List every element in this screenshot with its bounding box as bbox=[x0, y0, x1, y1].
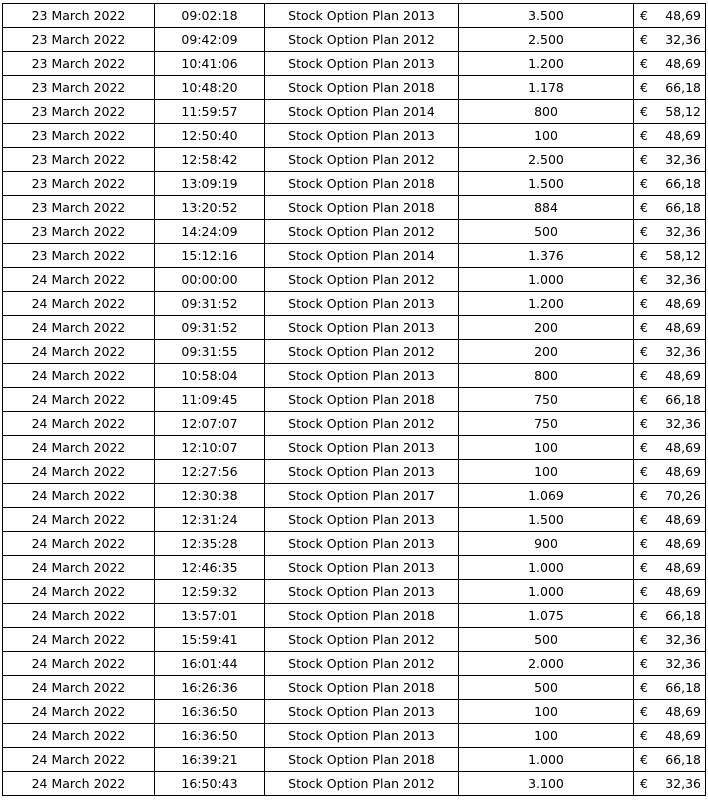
currency-symbol: € bbox=[640, 8, 648, 23]
currency-symbol: € bbox=[640, 488, 648, 503]
plan-cell: Stock Option Plan 2013 bbox=[265, 364, 459, 388]
quantity-cell: 1.000 bbox=[459, 580, 634, 604]
plan-cell: Stock Option Plan 2013 bbox=[265, 4, 459, 28]
table-row bbox=[3, 364, 706, 388]
date-cell: 24 March 2022 bbox=[3, 388, 155, 412]
table-row bbox=[3, 580, 706, 604]
price-cell bbox=[634, 4, 706, 28]
time-cell: 09:31:52 bbox=[155, 292, 265, 316]
date-cell: 23 March 2022 bbox=[3, 196, 155, 220]
plan-cell: Stock Option Plan 2013 bbox=[265, 700, 459, 724]
currency-symbol: € bbox=[640, 512, 648, 527]
price-cell bbox=[634, 556, 706, 580]
currency-symbol: € bbox=[640, 152, 648, 167]
price-cell bbox=[634, 244, 706, 268]
currency-symbol: € bbox=[640, 584, 648, 599]
quantity-cell: 100 bbox=[459, 460, 634, 484]
currency-symbol: € bbox=[640, 296, 648, 311]
plan-cell: Stock Option Plan 2012 bbox=[265, 652, 459, 676]
price-amount: 48,69 bbox=[665, 296, 701, 311]
time-cell: 16:36:50 bbox=[155, 724, 265, 748]
currency-symbol: € bbox=[640, 320, 648, 335]
time-cell: 12:30:38 bbox=[155, 484, 265, 508]
currency-symbol: € bbox=[640, 104, 648, 119]
date-cell: 23 March 2022 bbox=[3, 100, 155, 124]
plan-cell: Stock Option Plan 2013 bbox=[265, 292, 459, 316]
plan-cell: Stock Option Plan 2013 bbox=[265, 316, 459, 340]
price-amount: 66,18 bbox=[665, 392, 701, 407]
currency-symbol: € bbox=[640, 680, 648, 695]
price-amount: 32,36 bbox=[665, 776, 701, 791]
table-row bbox=[3, 316, 706, 340]
quantity-cell: 2.500 bbox=[459, 148, 634, 172]
table-row bbox=[3, 100, 706, 124]
time-cell: 12:10:07 bbox=[155, 436, 265, 460]
price-amount: 32,36 bbox=[665, 656, 701, 671]
price-amount: 32,36 bbox=[665, 344, 701, 359]
transactions-table bbox=[2, 3, 706, 796]
price-cell bbox=[634, 52, 706, 76]
date-cell: 23 March 2022 bbox=[3, 124, 155, 148]
date-cell: 24 March 2022 bbox=[3, 676, 155, 700]
quantity-cell: 800 bbox=[459, 100, 634, 124]
price-amount: 48,69 bbox=[665, 368, 701, 383]
currency-symbol: € bbox=[640, 80, 648, 95]
plan-cell: Stock Option Plan 2012 bbox=[265, 220, 459, 244]
currency-symbol: € bbox=[640, 608, 648, 623]
table-row bbox=[3, 4, 706, 28]
price-cell bbox=[634, 700, 706, 724]
date-cell: 24 March 2022 bbox=[3, 724, 155, 748]
date-cell: 24 March 2022 bbox=[3, 436, 155, 460]
price-amount: 48,69 bbox=[665, 560, 701, 575]
currency-symbol: € bbox=[640, 752, 648, 767]
table-row bbox=[3, 76, 706, 100]
plan-cell: Stock Option Plan 2013 bbox=[265, 556, 459, 580]
price-amount: 48,69 bbox=[665, 584, 701, 599]
date-cell: 24 March 2022 bbox=[3, 316, 155, 340]
price-amount: 66,18 bbox=[665, 176, 701, 191]
plan-cell: Stock Option Plan 2012 bbox=[265, 628, 459, 652]
price-cell bbox=[634, 28, 706, 52]
time-cell: 09:31:52 bbox=[155, 316, 265, 340]
date-cell: 24 March 2022 bbox=[3, 364, 155, 388]
date-cell: 24 March 2022 bbox=[3, 532, 155, 556]
price-amount: 48,69 bbox=[665, 728, 701, 743]
quantity-cell: 800 bbox=[459, 364, 634, 388]
plan-cell: Stock Option Plan 2018 bbox=[265, 76, 459, 100]
date-cell: 24 March 2022 bbox=[3, 508, 155, 532]
plan-cell: Stock Option Plan 2012 bbox=[265, 28, 459, 52]
table-row bbox=[3, 748, 706, 772]
price-amount: 66,18 bbox=[665, 80, 701, 95]
time-cell: 15:12:16 bbox=[155, 244, 265, 268]
date-cell: 23 March 2022 bbox=[3, 244, 155, 268]
price-amount: 48,69 bbox=[665, 56, 701, 71]
time-cell: 10:58:04 bbox=[155, 364, 265, 388]
price-amount: 32,36 bbox=[665, 32, 701, 47]
plan-cell: Stock Option Plan 2013 bbox=[265, 124, 459, 148]
date-cell: 24 March 2022 bbox=[3, 580, 155, 604]
time-cell: 09:42:09 bbox=[155, 28, 265, 52]
time-cell: 14:24:09 bbox=[155, 220, 265, 244]
plan-cell: Stock Option Plan 2012 bbox=[265, 412, 459, 436]
table-row bbox=[3, 268, 706, 292]
time-cell: 12:50:40 bbox=[155, 124, 265, 148]
currency-symbol: € bbox=[640, 248, 648, 263]
date-cell: 24 March 2022 bbox=[3, 604, 155, 628]
price-amount: 48,69 bbox=[665, 8, 701, 23]
price-cell bbox=[634, 532, 706, 556]
time-cell: 12:58:42 bbox=[155, 148, 265, 172]
currency-symbol: € bbox=[640, 416, 648, 431]
date-cell: 24 March 2022 bbox=[3, 700, 155, 724]
currency-symbol: € bbox=[640, 440, 648, 455]
quantity-cell: 1.500 bbox=[459, 508, 634, 532]
table-row bbox=[3, 700, 706, 724]
time-cell: 12:27:56 bbox=[155, 460, 265, 484]
quantity-cell: 100 bbox=[459, 124, 634, 148]
quantity-cell: 3.100 bbox=[459, 772, 634, 796]
price-amount: 48,69 bbox=[665, 536, 701, 551]
table-row bbox=[3, 52, 706, 76]
quantity-cell: 100 bbox=[459, 700, 634, 724]
quantity-cell: 1.500 bbox=[459, 172, 634, 196]
quantity-cell: 900 bbox=[459, 532, 634, 556]
price-amount: 70,26 bbox=[665, 488, 701, 503]
table-row bbox=[3, 124, 706, 148]
date-cell: 24 March 2022 bbox=[3, 772, 155, 796]
price-cell bbox=[634, 100, 706, 124]
currency-symbol: € bbox=[640, 728, 648, 743]
table-row bbox=[3, 628, 706, 652]
price-cell bbox=[634, 76, 706, 100]
price-cell bbox=[634, 388, 706, 412]
price-cell bbox=[634, 652, 706, 676]
plan-cell: Stock Option Plan 2018 bbox=[265, 172, 459, 196]
price-cell bbox=[634, 412, 706, 436]
time-cell: 12:46:35 bbox=[155, 556, 265, 580]
currency-symbol: € bbox=[640, 536, 648, 551]
quantity-cell: 1.000 bbox=[459, 556, 634, 580]
date-cell: 24 March 2022 bbox=[3, 556, 155, 580]
date-cell: 23 March 2022 bbox=[3, 52, 155, 76]
time-cell: 10:41:06 bbox=[155, 52, 265, 76]
time-cell: 12:35:28 bbox=[155, 532, 265, 556]
table-row bbox=[3, 484, 706, 508]
plan-cell: Stock Option Plan 2013 bbox=[265, 508, 459, 532]
currency-symbol: € bbox=[640, 344, 648, 359]
table-row bbox=[3, 292, 706, 316]
time-cell: 11:59:57 bbox=[155, 100, 265, 124]
table-row bbox=[3, 220, 706, 244]
date-cell: 24 March 2022 bbox=[3, 340, 155, 364]
price-amount: 58,12 bbox=[665, 104, 701, 119]
date-cell: 23 March 2022 bbox=[3, 28, 155, 52]
date-cell: 23 March 2022 bbox=[3, 148, 155, 172]
quantity-cell: 200 bbox=[459, 340, 634, 364]
currency-symbol: € bbox=[640, 776, 648, 791]
price-amount: 66,18 bbox=[665, 200, 701, 215]
plan-cell: Stock Option Plan 2018 bbox=[265, 604, 459, 628]
table-row bbox=[3, 196, 706, 220]
time-cell: 13:09:19 bbox=[155, 172, 265, 196]
price-cell bbox=[634, 772, 706, 796]
plan-cell: Stock Option Plan 2018 bbox=[265, 748, 459, 772]
quantity-cell: 2.000 bbox=[459, 652, 634, 676]
plan-cell: Stock Option Plan 2013 bbox=[265, 580, 459, 604]
quantity-cell: 2.500 bbox=[459, 28, 634, 52]
plan-cell: Stock Option Plan 2018 bbox=[265, 388, 459, 412]
date-cell: 24 March 2022 bbox=[3, 268, 155, 292]
quantity-cell: 1.069 bbox=[459, 484, 634, 508]
time-cell: 16:36:50 bbox=[155, 700, 265, 724]
plan-cell: Stock Option Plan 2013 bbox=[265, 436, 459, 460]
price-amount: 32,36 bbox=[665, 632, 701, 647]
price-amount: 48,69 bbox=[665, 704, 701, 719]
quantity-cell: 1.178 bbox=[459, 76, 634, 100]
currency-symbol: € bbox=[640, 704, 648, 719]
currency-symbol: € bbox=[640, 656, 648, 671]
time-cell: 12:07:07 bbox=[155, 412, 265, 436]
price-cell bbox=[634, 676, 706, 700]
currency-symbol: € bbox=[640, 224, 648, 239]
plan-cell: Stock Option Plan 2013 bbox=[265, 52, 459, 76]
quantity-cell: 500 bbox=[459, 628, 634, 652]
date-cell: 24 March 2022 bbox=[3, 292, 155, 316]
table-row bbox=[3, 532, 706, 556]
price-cell bbox=[634, 292, 706, 316]
price-amount: 66,18 bbox=[665, 608, 701, 623]
price-amount: 58,12 bbox=[665, 248, 701, 263]
price-cell bbox=[634, 268, 706, 292]
price-amount: 48,69 bbox=[665, 464, 701, 479]
quantity-cell: 1.075 bbox=[459, 604, 634, 628]
currency-symbol: € bbox=[640, 632, 648, 647]
table-row bbox=[3, 340, 706, 364]
price-cell bbox=[634, 508, 706, 532]
time-cell: 13:57:01 bbox=[155, 604, 265, 628]
price-cell bbox=[634, 580, 706, 604]
table-row bbox=[3, 604, 706, 628]
table-row bbox=[3, 28, 706, 52]
time-cell: 09:31:55 bbox=[155, 340, 265, 364]
table-row bbox=[3, 436, 706, 460]
plan-cell: Stock Option Plan 2013 bbox=[265, 724, 459, 748]
date-cell: 23 March 2022 bbox=[3, 220, 155, 244]
price-cell bbox=[634, 460, 706, 484]
quantity-cell: 1.200 bbox=[459, 52, 634, 76]
date-cell: 24 March 2022 bbox=[3, 460, 155, 484]
quantity-cell: 1.200 bbox=[459, 292, 634, 316]
price-cell bbox=[634, 172, 706, 196]
currency-symbol: € bbox=[640, 128, 648, 143]
quantity-cell: 884 bbox=[459, 196, 634, 220]
plan-cell: Stock Option Plan 2012 bbox=[265, 268, 459, 292]
table-row bbox=[3, 172, 706, 196]
price-amount: 32,36 bbox=[665, 224, 701, 239]
quantity-cell: 1.376 bbox=[459, 244, 634, 268]
price-cell bbox=[634, 484, 706, 508]
currency-symbol: € bbox=[640, 176, 648, 191]
price-amount: 48,69 bbox=[665, 128, 701, 143]
price-cell bbox=[634, 628, 706, 652]
price-cell bbox=[634, 748, 706, 772]
plan-cell: Stock Option Plan 2013 bbox=[265, 532, 459, 556]
time-cell: 15:59:41 bbox=[155, 628, 265, 652]
time-cell: 11:09:45 bbox=[155, 388, 265, 412]
time-cell: 12:31:24 bbox=[155, 508, 265, 532]
table-row bbox=[3, 652, 706, 676]
quantity-cell: 500 bbox=[459, 220, 634, 244]
time-cell: 09:02:18 bbox=[155, 4, 265, 28]
plan-cell: Stock Option Plan 2017 bbox=[265, 484, 459, 508]
plan-cell: Stock Option Plan 2018 bbox=[265, 196, 459, 220]
time-cell: 16:50:43 bbox=[155, 772, 265, 796]
table-row bbox=[3, 508, 706, 532]
table-row bbox=[3, 412, 706, 436]
table-row bbox=[3, 388, 706, 412]
price-cell bbox=[634, 124, 706, 148]
price-cell bbox=[634, 364, 706, 388]
plan-cell: Stock Option Plan 2018 bbox=[265, 676, 459, 700]
time-cell: 00:00:00 bbox=[155, 268, 265, 292]
currency-symbol: € bbox=[640, 272, 648, 287]
price-cell bbox=[634, 604, 706, 628]
price-amount: 48,69 bbox=[665, 512, 701, 527]
price-amount: 32,36 bbox=[665, 416, 701, 431]
time-cell: 16:26:36 bbox=[155, 676, 265, 700]
plan-cell: Stock Option Plan 2012 bbox=[265, 148, 459, 172]
quantity-cell: 100 bbox=[459, 436, 634, 460]
time-cell: 10:48:20 bbox=[155, 76, 265, 100]
table-row bbox=[3, 556, 706, 580]
plan-cell: Stock Option Plan 2014 bbox=[265, 244, 459, 268]
currency-symbol: € bbox=[640, 392, 648, 407]
date-cell: 23 March 2022 bbox=[3, 172, 155, 196]
plan-cell: Stock Option Plan 2012 bbox=[265, 772, 459, 796]
price-cell bbox=[634, 220, 706, 244]
price-cell bbox=[634, 436, 706, 460]
price-cell bbox=[634, 148, 706, 172]
date-cell: 23 March 2022 bbox=[3, 4, 155, 28]
price-amount: 66,18 bbox=[665, 680, 701, 695]
time-cell: 16:01:44 bbox=[155, 652, 265, 676]
table-row bbox=[3, 460, 706, 484]
price-amount: 66,18 bbox=[665, 752, 701, 767]
date-cell: 24 March 2022 bbox=[3, 412, 155, 436]
date-cell: 24 March 2022 bbox=[3, 628, 155, 652]
quantity-cell: 1.000 bbox=[459, 748, 634, 772]
quantity-cell: 750 bbox=[459, 388, 634, 412]
plan-cell: Stock Option Plan 2012 bbox=[265, 340, 459, 364]
table-row bbox=[3, 244, 706, 268]
quantity-cell: 100 bbox=[459, 724, 634, 748]
price-cell bbox=[634, 340, 706, 364]
table-row bbox=[3, 676, 706, 700]
quantity-cell: 3.500 bbox=[459, 4, 634, 28]
price-amount: 32,36 bbox=[665, 152, 701, 167]
table-row bbox=[3, 724, 706, 748]
currency-symbol: € bbox=[640, 200, 648, 215]
quantity-cell: 200 bbox=[459, 316, 634, 340]
price-amount: 48,69 bbox=[665, 320, 701, 335]
quantity-cell: 500 bbox=[459, 676, 634, 700]
date-cell: 24 March 2022 bbox=[3, 748, 155, 772]
price-cell bbox=[634, 196, 706, 220]
table-row bbox=[3, 772, 706, 796]
currency-symbol: € bbox=[640, 560, 648, 575]
quantity-cell: 750 bbox=[459, 412, 634, 436]
plan-cell: Stock Option Plan 2014 bbox=[265, 100, 459, 124]
currency-symbol: € bbox=[640, 368, 648, 383]
plan-cell: Stock Option Plan 2013 bbox=[265, 460, 459, 484]
currency-symbol: € bbox=[640, 32, 648, 47]
price-amount: 32,36 bbox=[665, 272, 701, 287]
time-cell: 12:59:32 bbox=[155, 580, 265, 604]
quantity-cell: 1.000 bbox=[459, 268, 634, 292]
date-cell: 24 March 2022 bbox=[3, 484, 155, 508]
price-cell bbox=[634, 316, 706, 340]
table-row bbox=[3, 148, 706, 172]
date-cell: 23 March 2022 bbox=[3, 76, 155, 100]
currency-symbol: € bbox=[640, 464, 648, 479]
transactions-table-body bbox=[3, 4, 706, 796]
date-cell: 24 March 2022 bbox=[3, 652, 155, 676]
time-cell: 16:39:21 bbox=[155, 748, 265, 772]
currency-symbol: € bbox=[640, 56, 648, 71]
price-cell bbox=[634, 724, 706, 748]
time-cell: 13:20:52 bbox=[155, 196, 265, 220]
price-amount: 48,69 bbox=[665, 440, 701, 455]
